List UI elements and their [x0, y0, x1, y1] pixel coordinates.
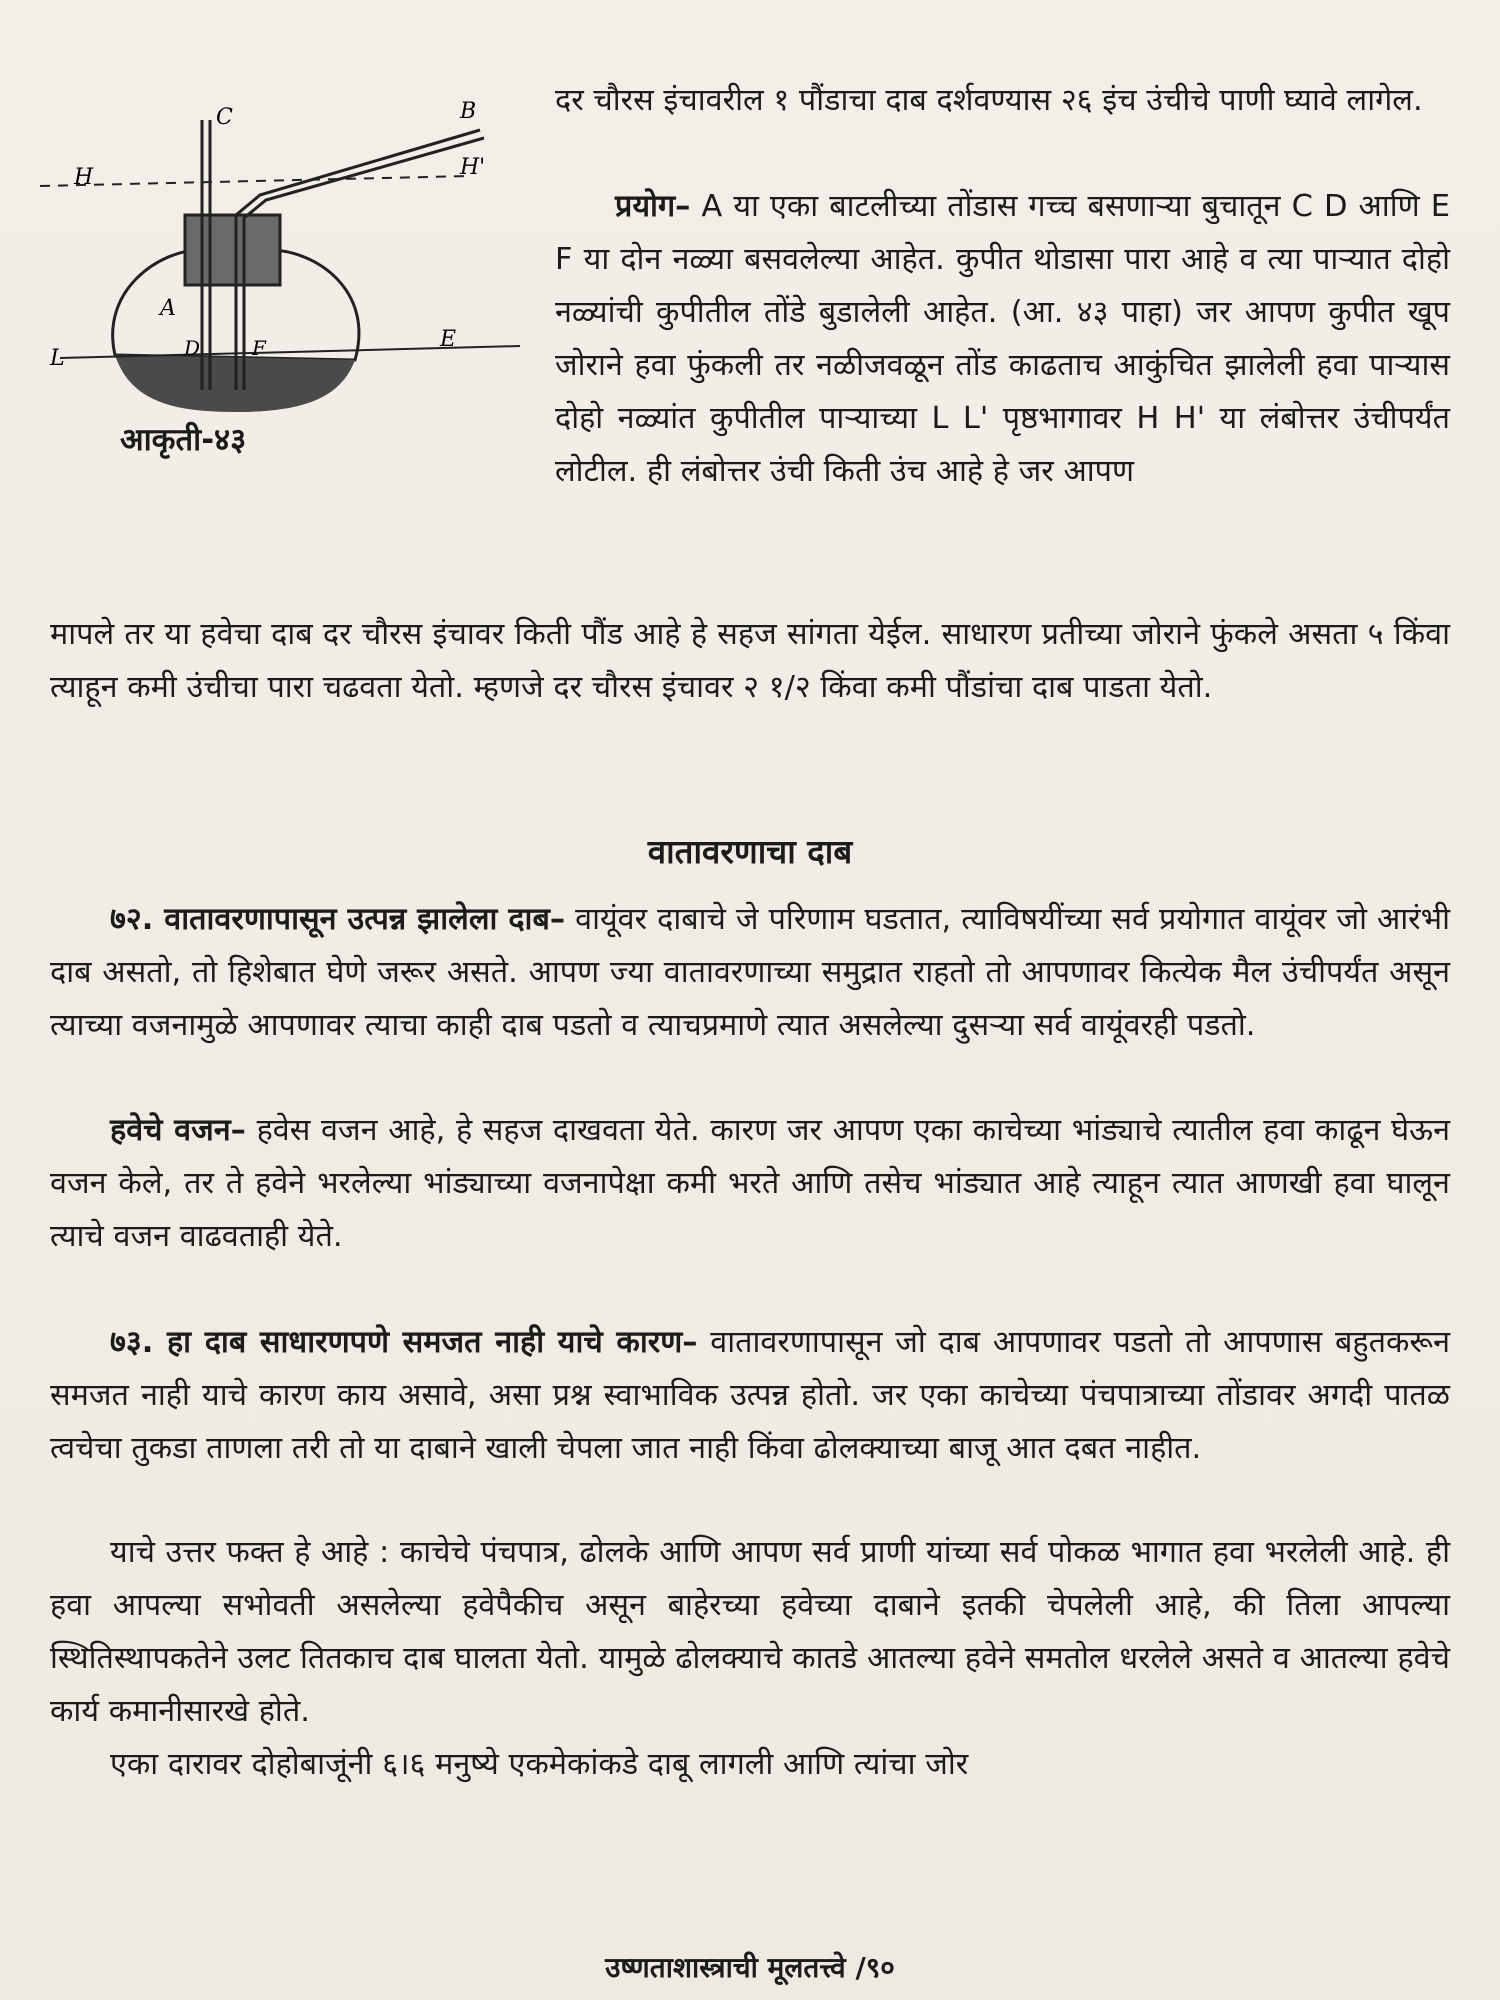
apparatus-diagram [40, 100, 530, 430]
section-73-title: ७३. हा दाब साधारणपणे समजत नाही याचे कारण– [110, 1325, 698, 1360]
weight-of-air-title: हवेचे वजन– [110, 1113, 246, 1148]
label-f: F [252, 336, 266, 360]
paragraph-experiment-continued: मापले तर या हवेचा दाब दर चौरस इंचावर किती पौंड आहे हे सहज सांगता येईल. साधारण प्रतीच्या जोराने फुंकले असता ५ किंवा त्याहून कमी उंचीचा पारा चढवता येतो. म्हणजे दर चौरस इंचावर २ १/२ किंवा कमी पौंडांचा दाब पाडता येतो. [50, 617, 1450, 705]
paragraph-intro: दर चौरस इंचावरील १ पौंडाचा दाब दर्शवण्यास २६ इंच उंचीचे पाणी घ्यावे लागेल. [555, 83, 1423, 118]
label-b: B [460, 100, 477, 124]
paragraph-weight-of-air [50, 1104, 1450, 1263]
label-d: D [184, 336, 201, 360]
experiment-label: प्रयोग– [615, 189, 691, 224]
label-l: L [50, 346, 65, 371]
label-c: C [216, 105, 233, 130]
section-heading: वातावरणाचा दाब [647, 832, 853, 871]
label-a: A [160, 296, 176, 321]
section-72-title: ७२. वातावरणापासून उत्पन्न झालेला दाब– [110, 902, 566, 937]
section-72-text: वायूंवर दाबाचे जे परिणाम घडतात, त्याविषयींच्या सर्व प्रयोगात वायूंवर जो आरंभी दाब असतो, तो हिशेबात घेणे जरूर असते. आपण ज्या वातावरणाच्या समुद्रात राहतो तो आपणावर कित्येक मैल उंचीपर्यंत असून त्याच्या वजनामुळे आपणावर त्याचा काही दाब पडतो व त्याचप्रमाणे त्यात असलेल्या दुसऱ्या सर्व वायूंवरही पडतो. [50, 902, 1450, 1043]
page-footer: उष्णताशास्त्राची मूलतत्त्वे /९० [605, 1951, 895, 1984]
section-73-text: वातावरणापासून जो दाब आपणावर पडतो तो आपणास बहुतकरून समजत नाही याचे कारण काय असावे, असा प्रश्न स्वाभाविक उत्पन्न होतो. जर एका काचेच्या पंचपात्राच्या तोंडावर अगदी पातळ त्वचेचा तुकडा ताणला तरी तो या दाबाने खाली चेपला जात नाही किंवा ढोलक्याच्या बाजू आत दबत नाहीत. [50, 1325, 1451, 1466]
paragraph-73 [50, 1316, 1450, 1475]
label-e: E [440, 327, 457, 352]
label-h-prime: H' [460, 155, 486, 180]
label-h: H [74, 165, 94, 190]
paragraph-experiment [555, 180, 1450, 498]
paragraph-answer: याचे उत्तर फक्त हे आहे : काचेचे पंचपात्र, ढोलके आणि आपण सर्व प्राणी यांच्या सर्व पोकळ भागात हवा भरलेली आहे. ही हवा आपल्या सभोवती असलेल्या हवेपैकीच असून बाहेरच्या हवेच्या दाबाने इतकी चेपलेली आहे, की तिला आपल्या स्थितिस्थापकतेने उलट तितकाच दाब घालता येतो. यामुळे ढोलक्याचे कातडे आतल्या हवेने समतोल धरलेले असते व आतल्या हवेचे कार्य कमानीसारखे होते. [50, 1535, 1450, 1729]
weight-of-air-text: हवेस वजन आहे, हे सहज दाखवता येते. कारण जर आपण एका काचेच्या भांड्याचे त्यातील हवा काढून घेऊन वजन केले, तर ते हवेने भरलेल्या भांड्याच्या वजनापेक्षा कमी भरते आणि तसेच भांड्यात आहे त्याहून त्यात आणखी हवा घालून त्याचे वजन वाढवताही येते. [50, 1113, 1450, 1254]
paragraph-72 [50, 893, 1450, 1052]
apparatus-figure [40, 100, 530, 560]
figure-caption: आकृती-४३ [120, 422, 247, 458]
paragraph-door-example: एका दारावर दोहोबाजूंनी ६।६ मनुष्ये एकमेकांकडे दाबू लागली आणि त्यांचा जोर [110, 1747, 969, 1782]
experiment-text: A या एका बाटलीच्या तोंडास गच्च बसणाऱ्या बुचातून C D आणि E F या दोन नळ्या बसवलेल्या आहेत. कुपीत थोडासा पारा आहे व त्या पाऱ्यात दोहो नळ्यांची कुपीतील तोंडे बुडालेली आहेत. (आ. ४३ पाहा) जर आपण कुपीत खूप जोराने हवा फुंकली तर नळीजवळून तोंड काढताच आकुंचित झालेली हवा पाऱ्यास दोहो नळ्यांत कुपीतील पाऱ्याच्या L L' पृष्ठभागावर H H' या लंबोत्तर उंचीपर्यंत लोटील. ही लंबोत्तर उंची किती उंच आहे हे जर आपण [555, 189, 1450, 489]
